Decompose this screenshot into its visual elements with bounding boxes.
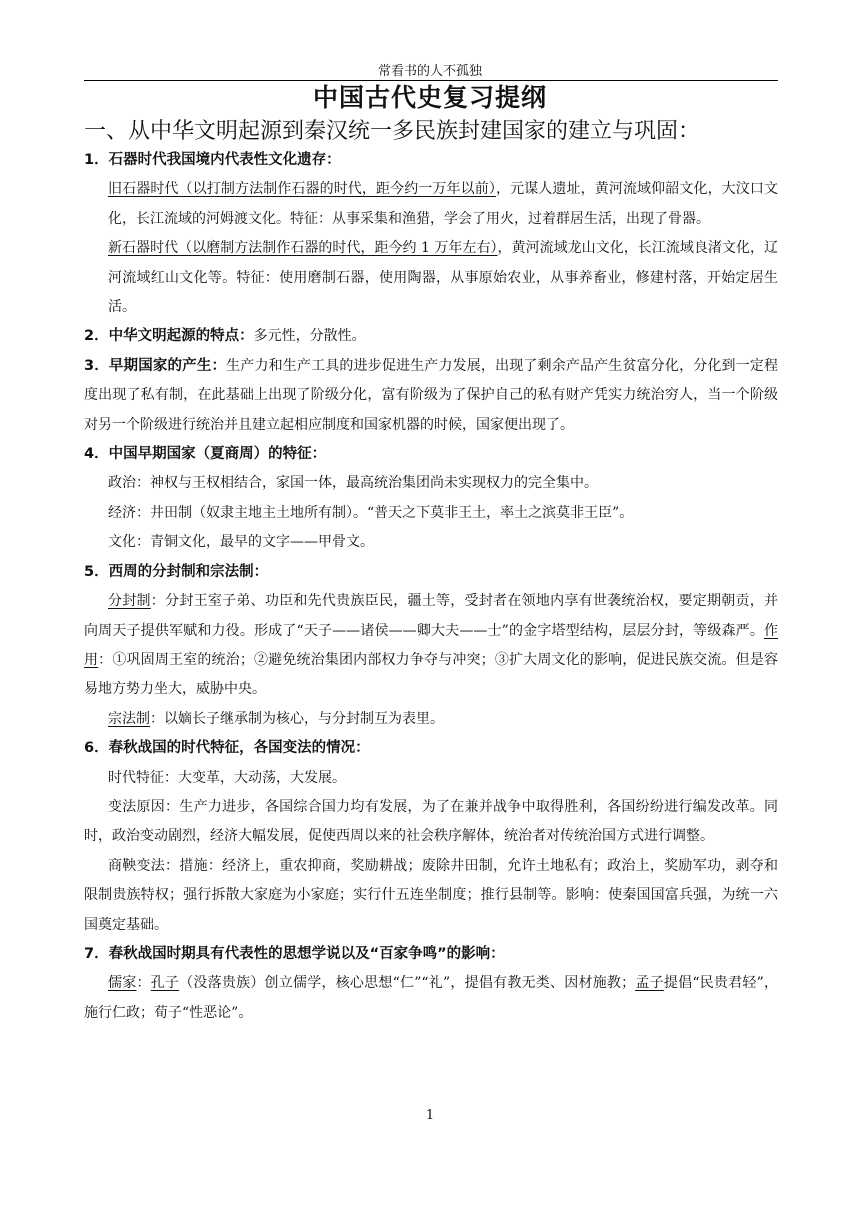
section-1-paleolithic bbox=[84, 175, 778, 234]
section-6-features: 时代特征：大变革，大动荡，大发展。 bbox=[108, 769, 346, 786]
section-5-fengjian bbox=[84, 587, 778, 705]
section-6-shangyang: 商鞅变法：措施：经济上，重农抑商，奖励耕战；废除井田制，允许土地私有；政治上，奖励军功，剥夺和限制贵族特权；强行拆散大家庭为小家庭；实行什五连坐制度；推行县制等。影响：使秦国国富兵强，为统一六国奠定基础。 bbox=[84, 857, 778, 933]
document-body bbox=[84, 146, 778, 1028]
section-4-heading: 4．中国早期国家（夏商周）的特征： bbox=[84, 446, 327, 463]
section-2-text: 多元性，分散性。 bbox=[253, 328, 366, 345]
section-6-heading: 6．春秋战国的时代特征，各国变法的情况： bbox=[84, 740, 370, 757]
mengzi-label: 孟子 bbox=[635, 975, 664, 992]
section-4-culture: 文化：青铜文化，最早的文字——甲骨文。 bbox=[108, 534, 374, 551]
section-3-heading: 3．早期国家的产生： bbox=[84, 357, 227, 374]
effect-text: ：①巩固周王室的统治；②避免统治集团内部权力争夺与冲突；③扩大周文化的影响，促进民族交流。但是容易地方势力坐大，威胁中央。 bbox=[84, 651, 779, 698]
section-4-politics: 政治：神权与王权相结合，家国一体，最高统治集团尚未实现权力的完全集中。 bbox=[108, 475, 598, 492]
neolithic-label: 新石器时代（以磨制方法制作石器的时代，距今约 1 万年左右） bbox=[108, 240, 498, 257]
section-4-economy: 经济：井田制（奴隶主地主土地所有制）。“普天之下莫非王土，率土之滨莫非王臣”。 bbox=[108, 504, 634, 521]
section-1-heading: 1．石器时代我国境内代表性文化遗存： bbox=[84, 152, 341, 168]
running-header: 常看书的人不孤独 bbox=[377, 64, 482, 79]
part-heading: 一、从中华文明起源到秦汉统一多民族封建国家的建立与巩固： bbox=[84, 119, 701, 144]
section-2-heading: 2．中华文明起源的特点： bbox=[84, 328, 254, 345]
section-7-heading: 7．春秋战国时期具有代表性的思想学说以及“百家争鸣”的影响： bbox=[84, 945, 505, 962]
confucianism-text-2: 提倡“民贵君轻”，施行仁政；荀子“性恶论”。 bbox=[84, 975, 779, 1021]
rujia-colon: ： bbox=[136, 975, 151, 992]
section-5-zongfa bbox=[84, 705, 778, 734]
paleolithic-label: 旧石器时代（以打制方法制作石器的时代，距今约一万年以前） bbox=[108, 181, 496, 198]
rujia-label: 儒家 bbox=[108, 975, 137, 992]
section-1-neolithic bbox=[84, 234, 778, 322]
effect-label: 作用 bbox=[84, 622, 778, 668]
section-2 bbox=[84, 322, 778, 351]
document-title: 中国古代史复习提纲 bbox=[312, 83, 547, 112]
neolithic-text: ，黄河流域龙山文化，长江流域良渚文化，辽河流域红山文化等。特征：使用磨制石器，使用陶器，从事原始农业，从事养畜业，修建村落，开始定居生活。 bbox=[108, 240, 779, 316]
fengjian-label: 分封制 bbox=[108, 593, 151, 610]
paleolithic-text: ，元谋人遗址，黄河流域仰韶文化，大汶口文化，长江流域的河姆渡文化。特征：从事采集和渔猎，学会了用火，过着群居生活，出现了骨器。 bbox=[108, 181, 779, 227]
zongfa-text: ：以嫡长子继承制为核心，与分封制互为表里。 bbox=[150, 710, 444, 727]
section-3-text: 生产力和生产工具的进步促进生产力发展，出现了剩余产品产生贫富分化，分化到一定程度出现了私有制，在此基础上出现了阶级分化，富有阶级为了保护自己的私有财产凭实力统治穷人，当一个阶级对另一个阶级进行统治并且建立起相应制度和国家机器的时候，国家便出现了。 bbox=[84, 357, 779, 433]
kongzi-label: 孔子 bbox=[150, 975, 180, 992]
page-number: 1 bbox=[425, 1108, 435, 1123]
section-7-confucianism bbox=[84, 969, 778, 1028]
section-3 bbox=[84, 352, 778, 440]
confucianism-text-1: （没落贵族）创立儒学，核心思想“仁”“礼”，提倡有教无类、因材施教； bbox=[179, 975, 636, 992]
fengjian-text: ：分封王室子弟、功臣和先代贵族臣民，疆土等，受封者在领地内享有世袭统治权，要定期朝贡，并向周天子提供军赋和力役。形成了“天子——诸侯——卿大夫——士”的金字塔型结构，层层分封，等级森严。 bbox=[84, 593, 779, 639]
section-5-heading: 5．西周的分封制和宗法制： bbox=[84, 563, 269, 580]
section-6-reasons: 变法原因：生产力进步，各国综合国力均有发展，为了在兼并战争中取得胜利，各国纷纷进行编发改革。同时，政治变动剧烈，经济大幅发展，促使西周以来的社会秩序解体，统治者对传统治国方式进行调整。 bbox=[84, 798, 778, 845]
zongfa-label: 宗法制 bbox=[108, 710, 150, 727]
